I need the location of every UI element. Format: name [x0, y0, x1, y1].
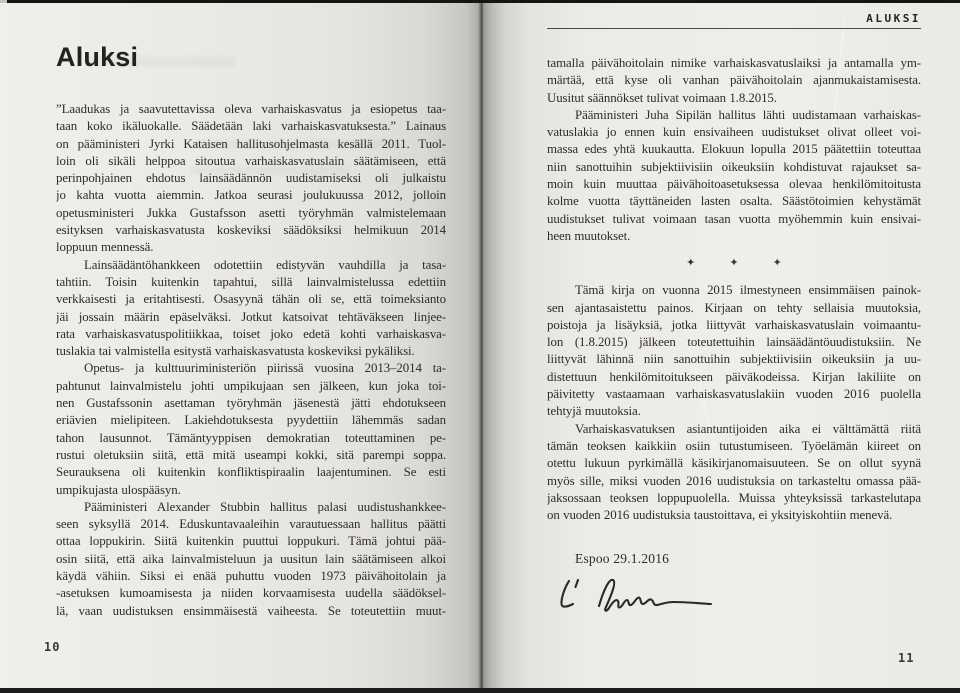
text-line: on vuoden 2016 uudistuksia taustoittava, ei yksityiskohtiin menevä. [547, 508, 893, 523]
text-line: massa edes yhtä kuukautta. Elokuun lopulla 2015 päätettiin toteuttaa [547, 142, 921, 157]
text-line: esityksen varhaiskasvatusta koskeviksi säädöksiksi helmikuun 2014 [56, 223, 446, 238]
handwritten-signature [553, 574, 921, 630]
text-line: opetusministeri Jukka Gustafsson asetti työryhmän valmistelemaan [56, 205, 446, 220]
text-line: nen Gustafssonin asettaman työryhmän jäsenestä jätti ehdotukseen [56, 396, 446, 411]
text-line: vatuslakia jo ennen kuin ensivaiheen uudistukset olivat olleet voi- [547, 125, 921, 140]
text-line: päivitetty vastaamaan varhaiskasvatuslakiin vuoden 2016 puolella [547, 387, 921, 402]
paragraph [547, 421, 921, 525]
page-number-left: 10 [44, 640, 61, 654]
text-line: -asetuksen kumoamisesta ja niiden korvaamisesta uudella säädöksel- [56, 586, 446, 601]
text-line: eriävien mielipiteen. Lakiehdotuksesta pyydettiin lähemmäs sadan [56, 413, 446, 428]
paragraph [56, 360, 446, 498]
text-line: kolme vuotta täyttäneiden lasten osalta. Säästötoimien kehystämät [547, 194, 921, 209]
text-line: niin sanottuihin subjektiivisiin oikeuksiin kohdistuvat rajaukset sa- [547, 159, 921, 174]
text-line: verkkaisesti ja eritahtisesti. Osasyynä tähän oli se, että toimeksianto [56, 292, 446, 307]
text-line: rustui oletuksiin siitä, että mitä useampi kokki, sitä parempi soppa. [56, 447, 446, 462]
text-line: jäi jossain määrin epäselväksi. Jotkut katsoivat tehtäväkseen linjee- [56, 309, 446, 324]
text-line: moin kuin muuttaa päivähoitoasetuksessa olevaa henkilömitoitusta [547, 177, 921, 192]
text-line: Pääministeri Juha Sipilän hallitus lähti uudistamaan varhaiskas- [575, 107, 921, 122]
paragraph [547, 55, 921, 107]
section-break-ornament: ✦✦✦ [686, 257, 816, 270]
text-line: Opetus- ja kulttuuriministeriön piirissä vuosina 2013–2014 ta- [84, 361, 446, 376]
paragraph [547, 107, 921, 245]
dateline: Espoo 29.1.2016 [575, 551, 670, 567]
signature-ink [553, 574, 743, 628]
text-line: lon (1.8.2015) jälkeen toteutettuihin lainsäädäntöuudistuksiin. Ne [547, 335, 921, 350]
text-line: tehtyjä muutoksia. [547, 404, 641, 419]
text-line: rata varhaiskasvatuspolitiikkaa, toiset joko edetä kohti varhaiskasva- [56, 326, 446, 341]
text-line: Pääministeri Alexander Stubbin hallitus palasi uudistushankkee- [84, 499, 446, 514]
text-line: otettu lukuun pyrkimällä käsikirjanomaisuuteen. Se on ollut syynä [547, 456, 921, 471]
left-page-body [56, 101, 446, 620]
text-line: distettuun henkilömitoitukseen päiväkodeissa. Kirjan lakiliite on [547, 369, 921, 384]
right-body-upper [547, 55, 921, 245]
text-line: tämän teoksen kaikkiin osiin tutustumiseen. Työelämän kiireet on [547, 438, 921, 453]
paragraph [56, 257, 446, 361]
text-line: taan koko ikäluokalle. Säädetään laki varhaiskasvatuksesta.” Lainaus [56, 119, 446, 134]
text-line: ottaa loppukirin. Siitä kuitenkin puuttui loppukuri. Tämä johtui pää- [56, 534, 446, 549]
text-line: Lainsäädäntöhankkeen odotettiin edistyvän vauhdilla ja tasa- [84, 257, 446, 272]
text-line: pahtunut lainvalmistelu johti umpikujaan sen jälkeen, kun joka toi- [56, 378, 446, 393]
text-line: liittyvät lähinnä niin sanottuihin subjektiivisiin oikeuksiin ja uu- [547, 352, 921, 367]
text-line: heen muutokset. [547, 228, 631, 243]
right-page-body [547, 55, 921, 630]
right-body-lower [547, 282, 921, 524]
text-line: loppuun mennessä. [56, 240, 154, 255]
text-line: tuslakia tai valmistella esitystä varhaiskasvatusta koskeviksi pykäliksi. [56, 344, 415, 359]
text-line: Uusitut säännökset tulivat voimaan 1.8.2015. [547, 90, 777, 105]
page-number-right: 11 [898, 651, 915, 665]
text-line: jo kahta vuotta aiemmin. Jatkoa seurasi joulukuussa 2012, jolloin [56, 188, 446, 203]
book-gutter-shadow [478, 3, 484, 688]
text-line: tahon lausunnot. Tämäntyyppisen demokratian toteuttaminen pe- [56, 430, 446, 445]
text-line: tamalla päivähoitolain nimike varhaiskasvatuslaiksi ja antamalla ym- [547, 56, 921, 70]
text-line: on pääministeri Jyrki Kataisen hallitusohjelmasta kesällä 2011. Tuol- [56, 136, 446, 151]
running-header: ALUKSI [547, 12, 921, 29]
text-line: ”Laadukas ja saavutettavissa oleva varhaiskasvatus ja esiopetus taa- [56, 102, 446, 116]
text-line: seen syksyllä 2014. Eduskuntavaaleihin varautuessaan hallitus päätti [56, 517, 446, 532]
text-line: umpikujasta ulospääsyn. [56, 482, 181, 497]
text-line: Tämä kirja on vuonna 2015 ilmestyneen ensimmäisen painok- [575, 283, 921, 298]
text-line: sen ajantasaistettu painos. Kirjaan on tehty sellaisia muutoksia, [547, 300, 921, 315]
paragraph [547, 282, 921, 420]
text-line: uudistukset tulivat voimaan tasan vuotta myöhemmin kuin ensivai- [547, 211, 921, 226]
text-line: poistoja ja lisäyksiä, jotka liittyvät varhaiskasvatuslain voimaantu- [547, 317, 921, 332]
paragraph [56, 101, 446, 257]
text-line: käydä vähiin. Siksi ei enää puhuttu vuoden 1973 päivähoitolain ja [56, 569, 446, 584]
text-line: tahtiin. Toisin kuitenkin tapahtui, sillä lainvalmistelussa edettiin [56, 274, 446, 289]
text-line: Seurauksena oli kuitenkin konfliktispiraalin laajentuminen. Se esti [56, 465, 446, 480]
text-line: lä, vaan uudistuksen ensimmäisestä vaiheesta. Se toteutettiin muut- [56, 603, 446, 618]
chapter-heading: Aluksi [56, 42, 139, 72]
text-line: perinpohjainen ehdotus lainsäädännön uudistamiseksi oli julkaistu [56, 171, 446, 186]
scan-edge-bottom [0, 688, 960, 693]
text-line: Varhaiskasvatuksen asiantuntijoiden aika ei välttämättä riitä [575, 421, 921, 436]
text-line: jaksossaan teoksen loppupuolella. Muissa yhteyksissä tarkastelutapa [547, 490, 921, 505]
text-line: myös sille, miksi vuoden 2016 uudistuksia on tarkasteltu omassa pää- [547, 473, 921, 488]
text-line: loin oli sikäli helppoa sitoutua varhaiskasvatuslain säätämiseen, että [56, 153, 446, 168]
text-line: märtää, että kyse oli vanhan päivähoitolain ajanmukaistamisesta. [547, 73, 921, 88]
text-line: osin siitä, että aika lainvalmisteluun ja uusitun lain säätämiseen alkoi [56, 551, 446, 566]
paragraph [56, 499, 446, 620]
